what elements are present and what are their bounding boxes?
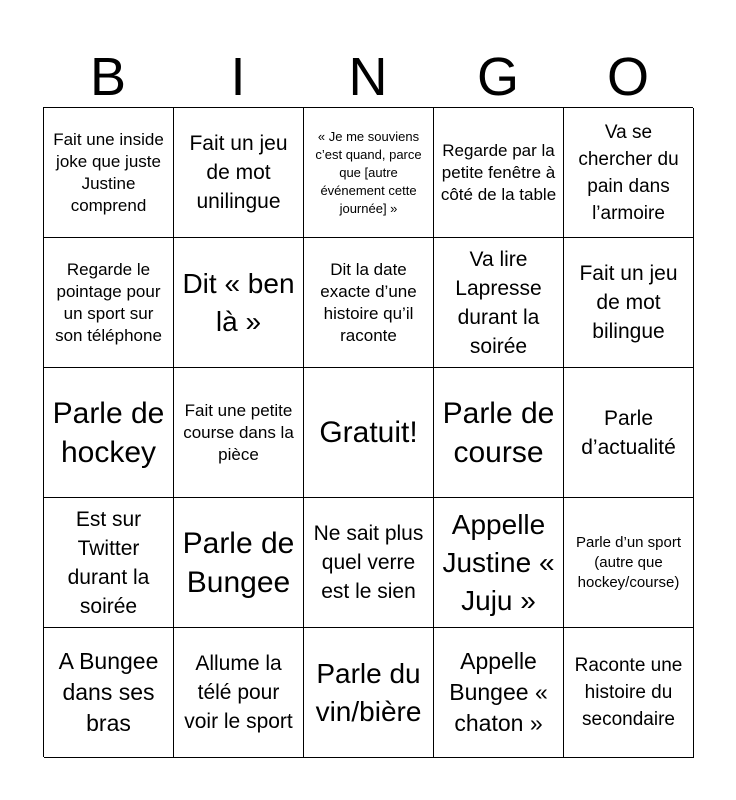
cell-text: Fait une petite course dans la pièce [183, 400, 294, 464]
header-letter-g: G [476, 47, 519, 107]
cell-text: Parle de hockey [52, 396, 165, 469]
cell-text: Parle du vin/bière [315, 657, 422, 727]
bingo-cell[interactable] [304, 238, 434, 368]
cell-text: « Je me souviens c’est quand, parce que [autre événement cette journée] » [315, 128, 422, 216]
bingo-cell[interactable] [44, 628, 174, 758]
bingo-cell free-space[interactable] [304, 368, 434, 498]
bingo-cell[interactable] [564, 368, 694, 498]
bingo-cell[interactable] [434, 368, 564, 498]
header-letter-i: I [230, 47, 246, 107]
bingo-cell[interactable] [304, 628, 434, 758]
cell-text: Dit « ben là » [182, 267, 295, 337]
bingo-cell[interactable] [174, 108, 304, 238]
bingo-cell[interactable] [564, 628, 694, 758]
bingo-cell[interactable] [564, 498, 694, 628]
bingo-cell[interactable] [304, 108, 434, 238]
header-letter-b: B [89, 47, 127, 107]
bingo-cell[interactable] [434, 628, 564, 758]
bingo-cell[interactable] [174, 368, 304, 498]
bingo-cell[interactable] [44, 498, 174, 628]
header-letter-o: O [606, 47, 649, 107]
cell-text: Allume la télé pour voir le sport [184, 652, 293, 733]
bingo-cell[interactable] [174, 238, 304, 368]
cell-text: Parle de Bungee [182, 526, 295, 599]
cell-text: Regarde le pointage pour un sport sur son téléphone [55, 259, 162, 345]
bingo-cell[interactable] [304, 498, 434, 628]
cell-text: Parle d’actualité [581, 406, 676, 459]
cell-text: Fait un jeu de mot bilingue [579, 262, 678, 343]
bingo-cell[interactable] [44, 108, 174, 238]
bingo-cell[interactable] [434, 498, 564, 628]
cell-text: Regarde par la petite fenêtre à côté de la table [440, 140, 557, 204]
cell-text: Fait un jeu de mot unilingue [189, 132, 288, 213]
cell-text: Parle d’un sport (autre que hockey/course) [575, 533, 682, 591]
bingo-cell[interactable] [434, 238, 564, 368]
header-letter-n: N [348, 47, 388, 107]
cell-text: A Bungee dans ses bras [58, 648, 159, 736]
bingo-header [43, 46, 693, 108]
bingo-cell[interactable] [44, 238, 174, 368]
bingo-cell[interactable] [434, 108, 564, 238]
bingo-cell[interactable] [44, 368, 174, 498]
cell-text: Raconte une histoire du secondaire [574, 655, 683, 730]
cell-text: Appelle Justine « Juju » [442, 508, 555, 616]
cell-text: Fait une inside joke que juste Justine comprend [53, 129, 164, 215]
bingo-cell[interactable] [564, 238, 694, 368]
bingo-cell[interactable] [174, 498, 304, 628]
bingo-cell[interactable] [564, 108, 694, 238]
cell-text: Ne sait plus quel verre est le sien [313, 522, 424, 603]
cell-text: Va lire Lapresse durant la soirée [455, 247, 542, 358]
cell-text: Va se chercher du pain dans l’armoire [578, 121, 679, 224]
cell-text: Parle de course [442, 396, 555, 469]
bingo-grid [43, 107, 693, 757]
cell-text: Est sur Twitter durant la soirée [67, 507, 150, 618]
bingo-cell[interactable] [174, 628, 304, 758]
cell-text: Appelle Bungee « chaton » [449, 648, 548, 736]
cell-text: Dit la date exacte d’une histoire qu’il raconte [320, 259, 417, 345]
cell-text: Gratuit! [319, 416, 418, 449]
